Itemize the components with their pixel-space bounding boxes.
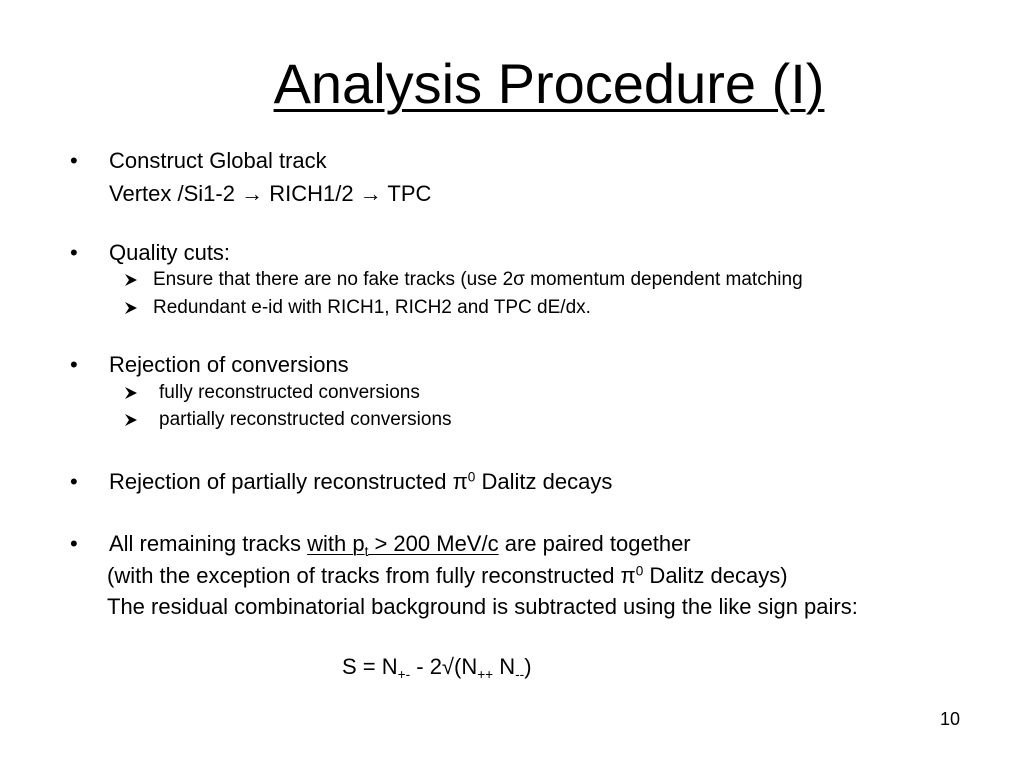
page-number: 10 [940, 709, 961, 729]
subbullet-redundant-eid: Redundant e-id with RICH1, RICH2 and TPC dE/dx. [153, 297, 591, 318]
subbullet-fake-tracks: Ensure that there are no fake tracks (use 2σ momentum dependent matching [153, 269, 803, 290]
subbullet-partially-reconstructed: partially reconstructed conversions [159, 409, 452, 430]
bullet-remaining-tracks: All remaining tracks with $p_t > 200$ MeV/c are paired together [109, 531, 691, 559]
bullet-icon: • [70, 240, 78, 265]
residual-background-line: The residual combinatorial background is subtracted using the like sign pairs: [107, 594, 858, 619]
bullet-icon: • [70, 352, 78, 377]
track-chain-line [109, 181, 431, 207]
exception-line: (with the exception of tracks from fully reconstructed $\pi^0$ Dalitz decays) [107, 563, 788, 588]
pt-cut-underlined: with $p_t > 200$ MeV/c [307, 531, 499, 559]
slide-title: Analysis Procedure (I) [273, 52, 825, 115]
arrowhead-bullet-icon [123, 412, 139, 428]
bullet-quality-cuts: Quality cuts: [109, 240, 231, 265]
bullet-icon: • [70, 469, 78, 494]
track-chain-vertex: Vertex /Si1-2 [109, 181, 235, 206]
background-subtraction-formula: $S = N_{+-} - 2√(N_{++}$ $N_{--}$) [342, 654, 532, 682]
arrowhead-bullet-icon [123, 385, 139, 401]
arrowhead-bullet-icon [123, 272, 139, 288]
right-arrow-icon: → [359, 181, 382, 206]
track-chain-rich: RICH1/2 [269, 181, 354, 206]
bullet-construct-global-track: Construct Global track [109, 148, 327, 173]
bullet-icon: • [70, 148, 78, 173]
arrowhead-bullet-icon [123, 300, 139, 316]
bullet-icon: • [70, 531, 78, 556]
bullet-rejection-conversions: Rejection of conversions [109, 352, 349, 377]
subbullet-fully-reconstructed: fully reconstructed conversions [159, 382, 420, 403]
right-arrow-icon: → [241, 181, 264, 206]
bullet-rejection-dalitz: Rejection of partially reconstructed $\pi^0$ Dalitz decays [109, 469, 613, 494]
track-chain-tpc: TPC [387, 181, 432, 206]
